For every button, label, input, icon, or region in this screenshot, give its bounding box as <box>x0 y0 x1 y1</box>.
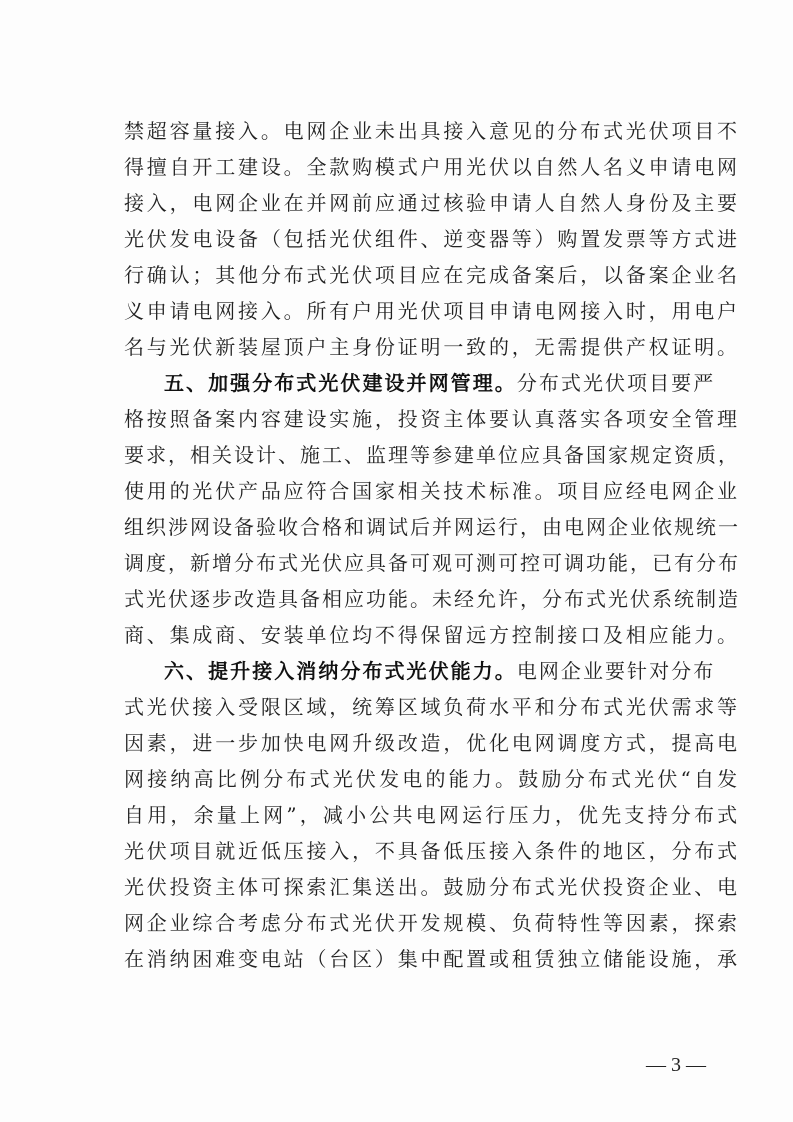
section-5-heading: 五、加强分布式光伏建设并网管理。 <box>164 371 517 395</box>
text-line: 行确认；其他分布式光伏项目应在完成备案后，以备案企业名 <box>124 263 740 287</box>
text-line: 自用，余量上网”，减小公共电网运行压力，优先支持分布式 <box>124 803 741 827</box>
text-line: 组织涉网设备验收合格和调试后并网运行，由电网企业依规统一 <box>124 515 740 539</box>
text-line: 光伏项目就近低压接入，不具备低压接入条件的地区，分布式 <box>124 839 740 863</box>
text-line: 光伏投资主体可探索汇集送出。鼓励分布式光伏投资企业、电 <box>124 875 740 899</box>
text-line: 格按照备案内容建设实施，投资主体要认真落实各项安全管理 <box>124 407 740 431</box>
section-6-heading: 六、提升接入消纳分布式光伏能力。 <box>164 659 517 683</box>
section-6-first-line <box>164 655 715 687</box>
page-number: — 3 — <box>646 1054 706 1076</box>
text-line: 要求，相关设计、施工、监理等参建单位应具备国家规定资质， <box>124 443 740 467</box>
text-line: 义申请电网接入。所有户用光伏项目申请电网接入时，用电户 <box>124 299 740 323</box>
text-line: 式光伏接入受限区域，统筹区域负荷水平和分布式光伏需求等 <box>124 695 740 719</box>
text-line: 网接纳高比例分布式光伏发电的能力。鼓励分布式光伏“自发 <box>124 767 741 791</box>
text-line: 得擅自开工建设。全款购模式户用光伏以自然人名义申请电网 <box>124 155 740 179</box>
text-line: 名与光伏新装屋顶户主身份证明一致的，无需提供产权证明。 <box>124 335 740 359</box>
text-line: 禁超容量接入。电网企业未出具接入意见的分布式光伏项目不 <box>124 119 740 143</box>
text-line: 在消纳困难变电站（台区）集中配置或租赁独立储能设施，承 <box>124 947 740 971</box>
text-line: 因素，进一步加快电网升级改造，优化电网调度方式，提高电 <box>124 731 740 755</box>
text-line: 使用的光伏产品应符合国家相关技术标准。项目应经电网企业 <box>124 479 740 503</box>
text-line: 调度，新增分布式光伏应具备可观可测可控可调功能，已有分布 <box>124 551 740 575</box>
text-line: 网企业综合考虑分布式光伏开发规模、负荷特性等因素，探索 <box>124 911 740 935</box>
section-5-text: 分布式光伏项目要严 <box>516 371 716 395</box>
text-line: 接入，电网企业在并网前应通过核验申请人自然人身份及主要 <box>124 191 740 215</box>
text-line: 式光伏逐步改造具备相应功能。未经允许，分布式光伏系统制造 <box>124 587 740 611</box>
section-6-text: 电网企业要针对分布 <box>516 659 716 683</box>
section-5-first-line <box>164 367 715 399</box>
text-line: 光伏发电设备（包括光伏组件、逆变器等）购置发票等方式进 <box>124 227 740 251</box>
text-line: 商、集成商、安装单位均不得保留远方控制接口及相应能力。 <box>124 623 740 647</box>
